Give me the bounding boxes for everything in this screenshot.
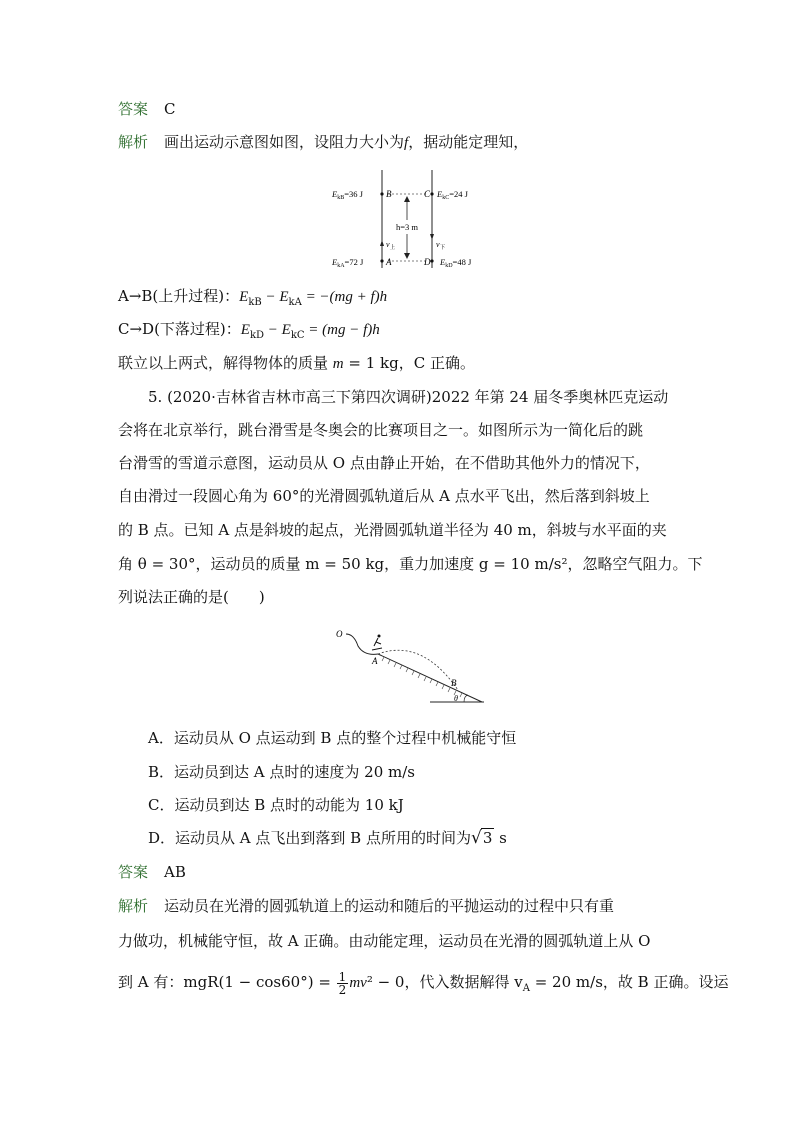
eq1-sub1: kB: [248, 297, 262, 308]
motion-diagram: [330, 168, 500, 272]
mass-symbol: m: [332, 356, 344, 372]
point-A: A: [372, 656, 378, 666]
problem5-line-1: 5. (2020·吉林省吉林市高三下第四次调研)2022 年第 24 届冬季奥林匹克运动: [148, 388, 669, 406]
fraction-half: [337, 971, 349, 996]
analysis2-eq-b: mv: [349, 975, 367, 991]
height-label: h=3 m: [396, 222, 419, 232]
ski-jump-diagram: [336, 624, 488, 706]
answer-line-2: [118, 861, 688, 883]
problem5-line-2: 会将在北京举行，跳台滑雪是冬奥会的比赛项目之一。如图所示为一简化后的跳: [118, 421, 644, 439]
point-C: C: [424, 189, 431, 199]
option-d: D．运动员从 A 点飞出到落到 B 点所用的时间为√3 s: [148, 828, 507, 848]
analysis2-text-1: 运动员在光滑的圆弧轨道上的运动和随后的平抛运动的过程中只有重: [164, 897, 615, 915]
eq2-rhs: = (mg − f)h: [304, 322, 380, 338]
problem5-line-7: 列说法正确的是( ): [118, 588, 265, 606]
ekC-label: $E_{kC}=24$ J: [437, 189, 468, 201]
v-down-label: $v_下$: [436, 240, 446, 251]
analysis-label: 解析: [118, 133, 149, 151]
eq1-sub2: kA: [288, 297, 302, 308]
analysis-text: 画出运动示意图如图，设阻力大小为: [164, 133, 405, 151]
option-b: B．运动员到达 A 点时的速度为 20 m/s: [148, 763, 415, 781]
ekB-label: $E_{kB}=36$ J: [332, 189, 363, 201]
conclusion-line: [118, 352, 688, 375]
analysis2-eq-d: = 20 m/s，故 B 正确。设运: [529, 973, 729, 991]
option-c: C．运动员到达 B 点时的动能为 10 kJ: [148, 796, 404, 814]
point-B: B: [451, 678, 457, 688]
problem5-line-5: 的 B 点。已知 A 点是斜坡的起点，光滑圆弧轨道半径为 40 m，斜坡与水平面的夹: [118, 521, 667, 539]
eq2-sub1: kD: [249, 330, 265, 341]
point-D: D: [424, 257, 431, 267]
problem5-line-3: 台滑雪的雪道示意图，运动员从 O 点由静止开始，在不借助其他外力的情况下，: [118, 454, 650, 472]
equation-cd: [118, 318, 688, 347]
conclusion-end: = 1 kg，C 正确。: [343, 354, 475, 372]
analysis2-eq-sub: A: [522, 983, 530, 994]
conclusion-text: 联立以上两式，解得物体的质量: [118, 354, 333, 372]
answer-value: C: [164, 100, 176, 118]
analysis2-line-3: [118, 964, 729, 1007]
answer-label-2: 答案: [118, 863, 149, 881]
answer-label: 答案: [118, 100, 149, 118]
equation-ab: [118, 285, 688, 314]
eq2-e1: E: [240, 322, 250, 338]
analysis2-eq-c: ² − 0，代入数据解得 v: [366, 973, 523, 991]
option-d-text: D．运动员从 A 点飞出到落到 B 点所用的时间为: [148, 829, 471, 847]
answer-line-1: [118, 98, 688, 120]
analysis-line-1: [118, 131, 688, 154]
analysis2-line-2: 力做功，机械能守恒，故 A 正确。由动能定理，运动员在光滑的圆弧轨道上从 O: [118, 932, 651, 950]
point-A: A: [386, 257, 392, 267]
eq2-minus: − E: [264, 322, 291, 338]
eq1-prefix: A→B(上升过程)：: [118, 287, 240, 305]
problem5-line-4: 自由滑过一段圆心角为 60°的光滑圆弧轨道后从 A 点水平飞出，然后落到斜坡上: [118, 487, 650, 505]
answer-value-2: AB: [164, 863, 186, 881]
option-d-sqrt: 3: [482, 829, 493, 847]
option-d-unit: s: [494, 829, 507, 847]
analysis-label-2: 解析: [118, 897, 149, 915]
ekA-label: $E_{kA}=72$ J: [332, 257, 364, 269]
problem5-line-6: 角 θ = 30°，运动员的质量 m = 50 kg，重力加速度 g = 10 m/s²，忽略空气阻力。下: [118, 555, 703, 573]
point-B: B: [386, 189, 392, 199]
eq1-e1: E: [239, 289, 249, 305]
ekD-label: $E_{kD}=48$ J: [440, 257, 472, 269]
theta-label: θ: [454, 694, 458, 703]
eq1-rhs: = −(mg + f)h: [301, 289, 388, 305]
option-a: A．运动员从 O 点运动到 B 点的整个过程中机械能守恒: [148, 729, 517, 747]
fraction-num: 1: [338, 969, 347, 984]
v-up-label: $v_上$: [386, 240, 396, 251]
force-symbol: f: [404, 135, 409, 151]
eq2-sub2: kC: [290, 330, 305, 341]
point-O: O: [336, 629, 343, 639]
analysis2-line-1: [118, 895, 688, 917]
analysis2-eq-a: 到 A 有：mgR(1 − cos60°) =: [118, 973, 336, 991]
analysis-text-end: ，据动能定理知，: [408, 133, 529, 151]
fraction-den: 2: [338, 982, 347, 997]
eq2-prefix: C→D(下落过程)：: [118, 320, 241, 338]
eq1-minus: − E: [261, 289, 289, 305]
